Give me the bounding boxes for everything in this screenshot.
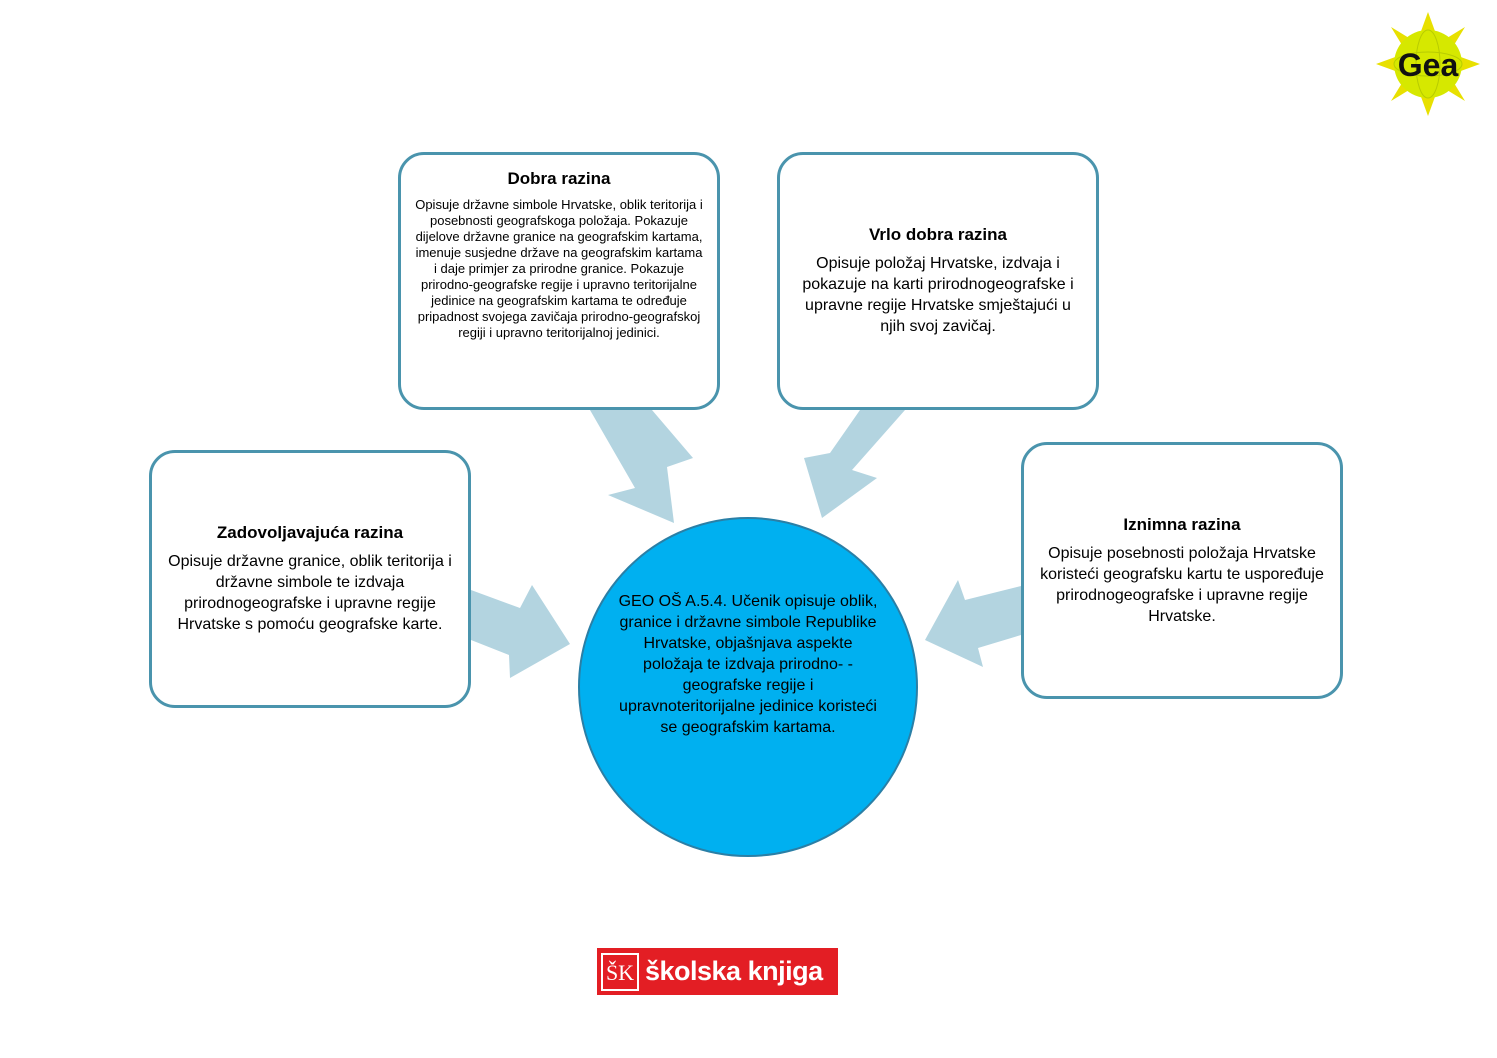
iznimna-razina-text: Opisuje posebnosti položaja Hrvatske koristeći geografsku kartu te uspoređuje prirodnogeografske i upravne regije Hrvatske. <box>1040 544 1324 625</box>
learning-outcome-circle <box>578 517 918 857</box>
box-vrlo-dobra-razina <box>777 152 1099 410</box>
box-zadovoljavajuca-razina <box>149 450 471 708</box>
iznimna-razina-title: Iznimna razina <box>1123 514 1241 534</box>
vrlo-dobra-razina-text: Opisuje položaj Hrvatske, izdvaja i pokazuje na karti prirodnogeografske i upravne regije Hrvatske smještajući u njih svoj zavičaj. <box>802 255 1074 335</box>
zadovoljavajuca-razina-text: Opisuje državne granice, oblik teritorija i državne simbole te izdvaja prirodnogeografske i upravne regije Hrvatske s pomoću geografske karte. <box>168 553 452 633</box>
sk-mark-icon <box>597 948 643 995</box>
learning-outcome-text: GEO OŠ A.5.4. Učenik opisuje oblik, granice i državne simbole Republike Hrvatske, objašnjava aspekte položaja te izdvaja prirodno- - geografske regije i upravnoteritorijalne jedinice koristeći se geografskim kartama. <box>618 593 878 736</box>
box-iznimna-razina <box>1021 442 1343 699</box>
svg-text:ŠK: ŠK <box>605 959 635 985</box>
gea-logo-text: Gea <box>1397 47 1459 83</box>
vrlo-dobra-razina-title: Vrlo dobra razina <box>869 225 1007 244</box>
skolska-knjiga-logo <box>597 948 838 995</box>
arrow-from-iznimna <box>925 580 1021 667</box>
box-dobra-razina <box>398 152 720 410</box>
arrow-from-zadovoljavajuca <box>471 585 570 678</box>
dobra-razina-text: Opisuje državne simbole Hrvatske, oblik teritorija i posebnosti geografskoga položaja. Pokazuje dijelove državne granice na geografskim kartama, imenuje susjedne države na geografskim kartama i daje primjer za prirodne granice. Pokazuje prirodno-geografske regije i upravno teritorijalne jedinice na geografskim kartama te određuje pripadnost svojega zavičaja prirodno-geografskoj regiji i upravno teritorijalnoj jedinici. <box>415 197 703 340</box>
dobra-razina-title: Dobra razina <box>507 169 611 188</box>
arrow-from-vrlo-dobra <box>804 410 905 518</box>
zadovoljavajuca-razina-title: Zadovoljavajuća razina <box>216 523 404 542</box>
publisher-name: školska knjiga <box>645 956 823 986</box>
arrow-from-dobra <box>590 410 693 523</box>
gea-logo <box>1376 12 1480 116</box>
